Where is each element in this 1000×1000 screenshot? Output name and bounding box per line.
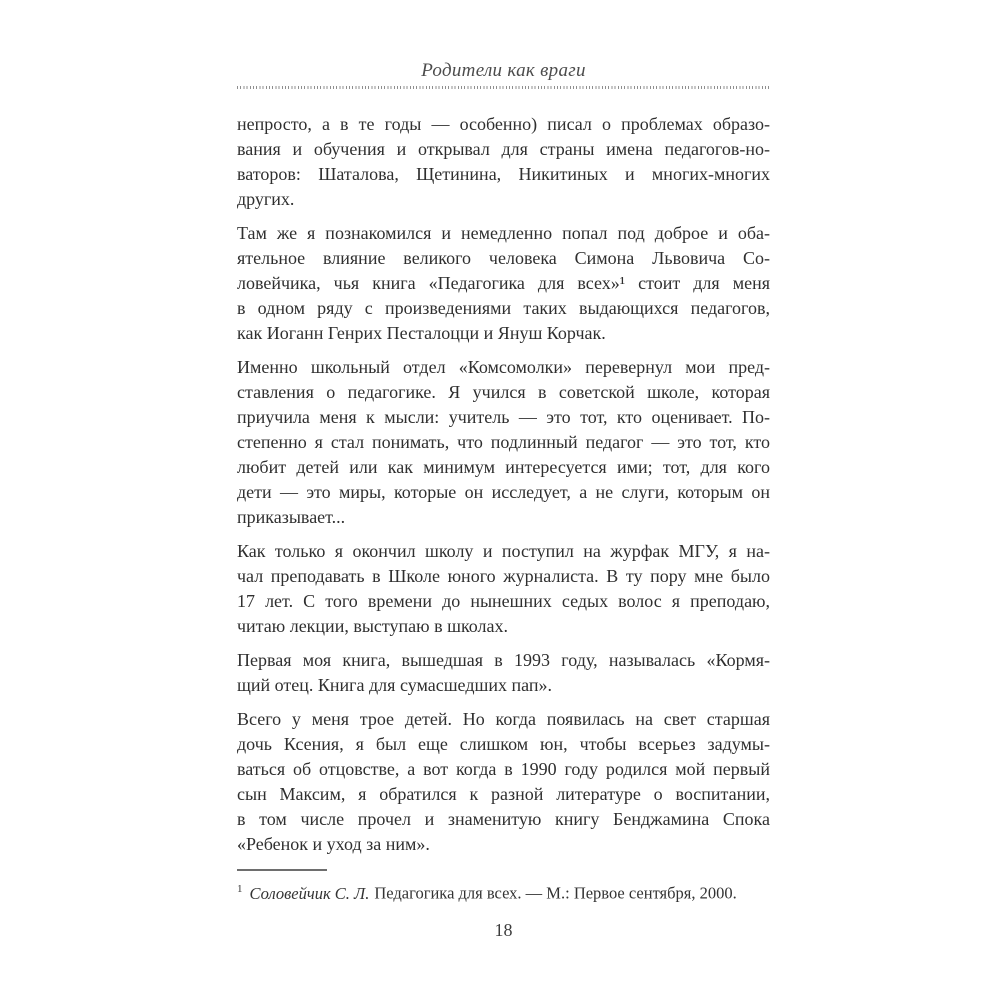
paragraph	[237, 648, 770, 698]
paragraph	[237, 112, 770, 212]
text-line: Как только я окончил школу и поступил на журфак МГУ, я на-	[237, 541, 770, 561]
paragraph	[237, 707, 770, 857]
text-line: ставления о педагогике. Я учился в советской школе, которая	[237, 382, 770, 402]
paragraph	[237, 221, 770, 346]
text-line: степенно я стал понимать, что подлинный педагог — это тот, кто	[237, 432, 770, 452]
text-line: в том числе прочел и знаменитую книгу Бенджамина Спока	[237, 809, 770, 829]
footnote-text: Педагогика для всех. — М.: Первое сентября, 2000.	[374, 883, 737, 903]
paragraph	[237, 355, 770, 530]
text-line: 17 лет. С того времени до нынешних седых волос я преподаю,	[237, 591, 770, 611]
text-line: «Ребенок и уход за ним».	[237, 834, 430, 854]
text-line: ятельное влияние великого человека Симона Львовича Со-	[237, 248, 770, 268]
footnote-separator	[237, 869, 327, 871]
text-line: чал преподавать в Школе юного журналиста. В ту пору мне было	[237, 566, 770, 586]
text-line: щий отец. Книга для сумасшедших пап».	[237, 675, 552, 695]
text-line: ваться об отцовстве, а вот когда в 1990 году родился мой первый	[237, 759, 770, 779]
text-line: Именно школьный отдел «Комсомолки» перевернул мои пред-	[237, 357, 770, 377]
text-line: вания и обучения и открывал для страны имена педагогов-но-	[237, 139, 770, 159]
text-line: любит детей или как минимум интересуется ими; тот, для кого	[237, 457, 770, 477]
text-line: дочь Ксения, я был еще слишком юн, чтобы всерьез задумы-	[237, 734, 770, 754]
text-line: приучила меня к мысли: учитель — это тот, кто оценивает. По-	[237, 407, 770, 427]
text-line: в одном ряду с произведениями таких выдающихся педагогов,	[237, 298, 770, 318]
text-line: дети — это миры, которые он исследует, а не слуги, которым он	[237, 482, 770, 502]
text-line: ваторов: Шаталова, Щетинина, Никитиных и многих-многих	[237, 164, 770, 184]
text-line: Первая моя книга, вышедшая в 1993 году, называлась «Кормя-	[237, 650, 770, 670]
text-line: Всего у меня трое детей. Но когда появилась на свет старшая	[237, 709, 770, 729]
paragraph	[237, 539, 770, 639]
page-body	[237, 112, 770, 866]
text-line: приказывает...	[237, 507, 346, 527]
text-line: ловейчика, чья книга «Педагогика для всех»¹ стоит для меня	[237, 273, 770, 293]
text-line: Там же я познакомился и немедленно попал под доброе и оба-	[237, 223, 770, 243]
page-number: 18	[494, 920, 513, 940]
footnote-marker: 1	[237, 883, 243, 895]
text-line: как Иоганн Генрих Песталоцци и Януш Корчак.	[237, 323, 606, 343]
text-line: непросто, а в те годы — особенно) писал о проблемах образо-	[237, 114, 770, 134]
footnote	[237, 878, 797, 905]
text-line: сын Максим, я обратился к разной литературе о воспитании,	[237, 784, 770, 804]
header-dotted-rule	[237, 86, 770, 89]
text-line: читаю лекции, выступаю в школах.	[237, 616, 509, 636]
text-line: других.	[237, 189, 295, 209]
running-header: Родители как враги	[421, 60, 586, 81]
footnote-author: Соловейчик С. Л.	[249, 883, 370, 903]
